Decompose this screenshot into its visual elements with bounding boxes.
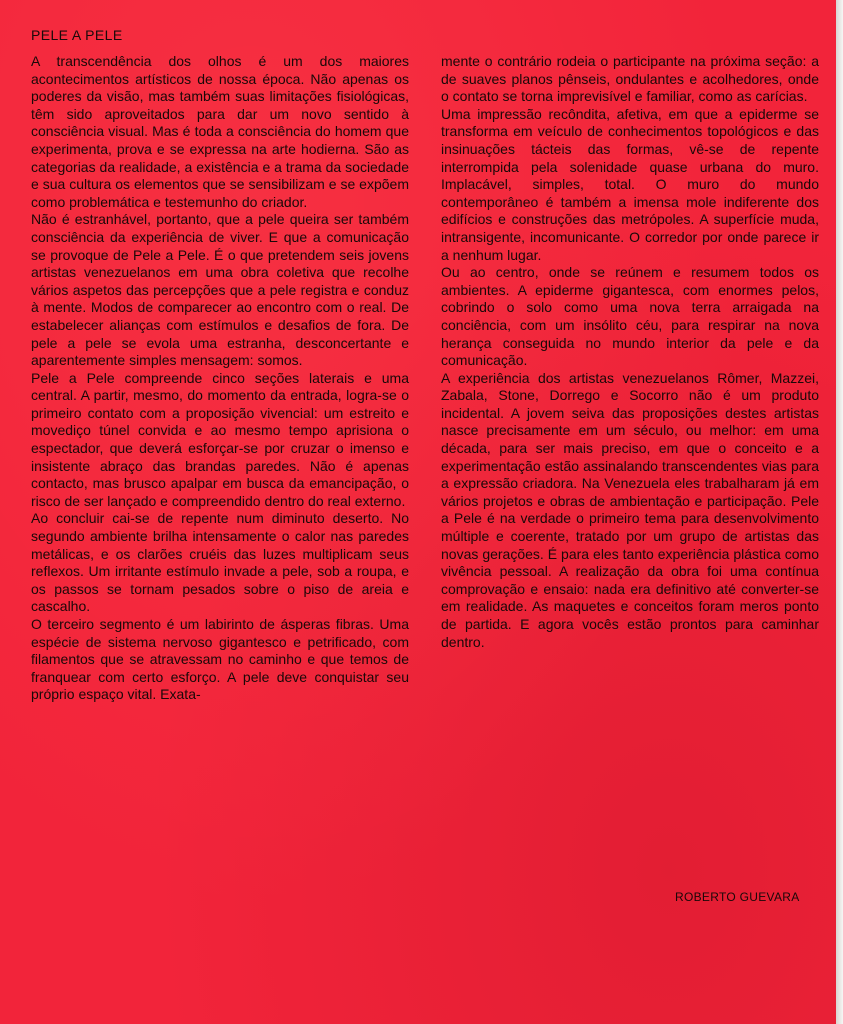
left-column bbox=[31, 53, 409, 704]
paragraph: O terceiro segmento é um labirinto de ásperas fibras. Uma espécie de sistema nervoso gigantesco e petrificado, com filamentos que se atravessam no caminho e que temos de franquear com certo esforço. A pele deve conquistar seu próprio espaço vital. Exata- bbox=[31, 616, 409, 703]
paragraph: Uma impressão recôndita, afetiva, em que a epiderme se transforma em veículo de conhecimentos topológicos e das insinuações tácteis das formas, vê-se de repente interrompida pela solenidade quase urbana do muro. Implacável, simples, total. O muro do mundo contemporâneo é também a imensa mole indiferente dos edifícios e construções das metrópoles. A superfície muda, intransigente, incomunicante. O corredor por onde parece ir a nenhum lugar. bbox=[441, 105, 819, 263]
paragraph: Ou ao centro, onde se reúnem e resumem todos os ambientes. A epiderme gigantesca, com enormes pelos, cobrindo o solo como uma nova terra arraigada na conciência, com um insólito céu, para respirar na nova herança conseguida no mundo interior da pele e da comunicação. bbox=[441, 264, 819, 369]
paragraph: A experiência dos artistas venezuelanos Rômer, Mazzei, Zabala, Stone, Dorrego e Socorro não é um produto incidental. A jovem seiva das proposições destes artistas nasce precisamente em um século, ou melhor: em uma década, para ser mais preciso, em que o conceito e a experimentação estão assinalando transcendentes vias para a expressão criadora. Na Venezuela eles trabalharam já em vários projetos e obras de ambientação e participação. Pele a Pele é na verdade o primeiro tema para desenvolvimento múltiple e coerente, tratado por um grupo de artistas das novas gerações. É para eles tanto experiência plástica como vivência pessoal. A realização da obra foi uma contínua comprovação e ensaio: nada era definitivo até converter-se em realidade. As maquetes e conceitos foram meros ponto de partida. E agora vocês estão prontos para caminhar dentro. bbox=[441, 369, 819, 650]
author-signature: ROBERTO GUEVARA bbox=[675, 890, 800, 904]
right-column bbox=[441, 53, 819, 651]
paragraph: Pele a Pele compreende cinco seções laterais e uma central. A partir, mesmo, do momento da entrada, logra-se o primeiro contato com a proposição vivencial: um estreito e movediço túnel convida e ao mesmo tempo aprisiona o espectador, que deverá esforçar-se por cruzar o imenso e insistente abraço das brandas paredes. Não é apenas contacto, mas brusco apalpar em busca da emancipação, o risco de ser lançado e compreendido dentro do real externo. bbox=[31, 369, 409, 509]
paragraph: Não é estranhável, portanto, que a pele queira ser também consciência da experiência de viver. E que a comunicação se provoque de Pele a Pele. É o que pretendem seis jovens artistas venezuelanos em uma obra coletiva que recolhe vários aspetos das percepções que a pele registra e conduz à mente. Modos de comparecer ao encontro com o real. De estabelecer alianças com estímulos e desafios de fora. De pele a pele se evola uma estranha, desconcertante e aparentemente simples mensagem: somos. bbox=[31, 211, 409, 369]
page-title: PELE A PELE bbox=[31, 27, 123, 43]
paper-edge bbox=[836, 0, 843, 1024]
paragraph: mente o contrário rodeia o participante na próxima seção: a de suaves planos pênseis, ondulantes e acolhedores, onde o contato se torna imprevisível e familiar, como as carícias. bbox=[441, 53, 819, 105]
paragraph: A transcendência dos olhos é um dos maiores acontecimentos artísticos de nossa época. Não apenas os poderes da visão, mas também suas limitações fisiológicas, têm sido aproveitados para dar um novo sentido à consciência visual. Mas é toda a consciência do homem que experimenta, prova e se expressa na arte hodierna. São as categorias da realidade, a existência e a trama da sociedade e sua cultura os elementos que se sensibilizam e se expõem como problemática e testemunho do criador. bbox=[31, 53, 409, 210]
paragraph: Ao concluir cai-se de repente num diminuto deserto. No segundo ambiente brilha intensamente o calor nas paredes metálicas, e os clarões cruéis das luzes multiplicam seus reflexos. Um irritante estímulo invade a pele, sob a roupa, e os passos se tornam pesados sobre o piso de areia e cascalho. bbox=[31, 510, 409, 615]
